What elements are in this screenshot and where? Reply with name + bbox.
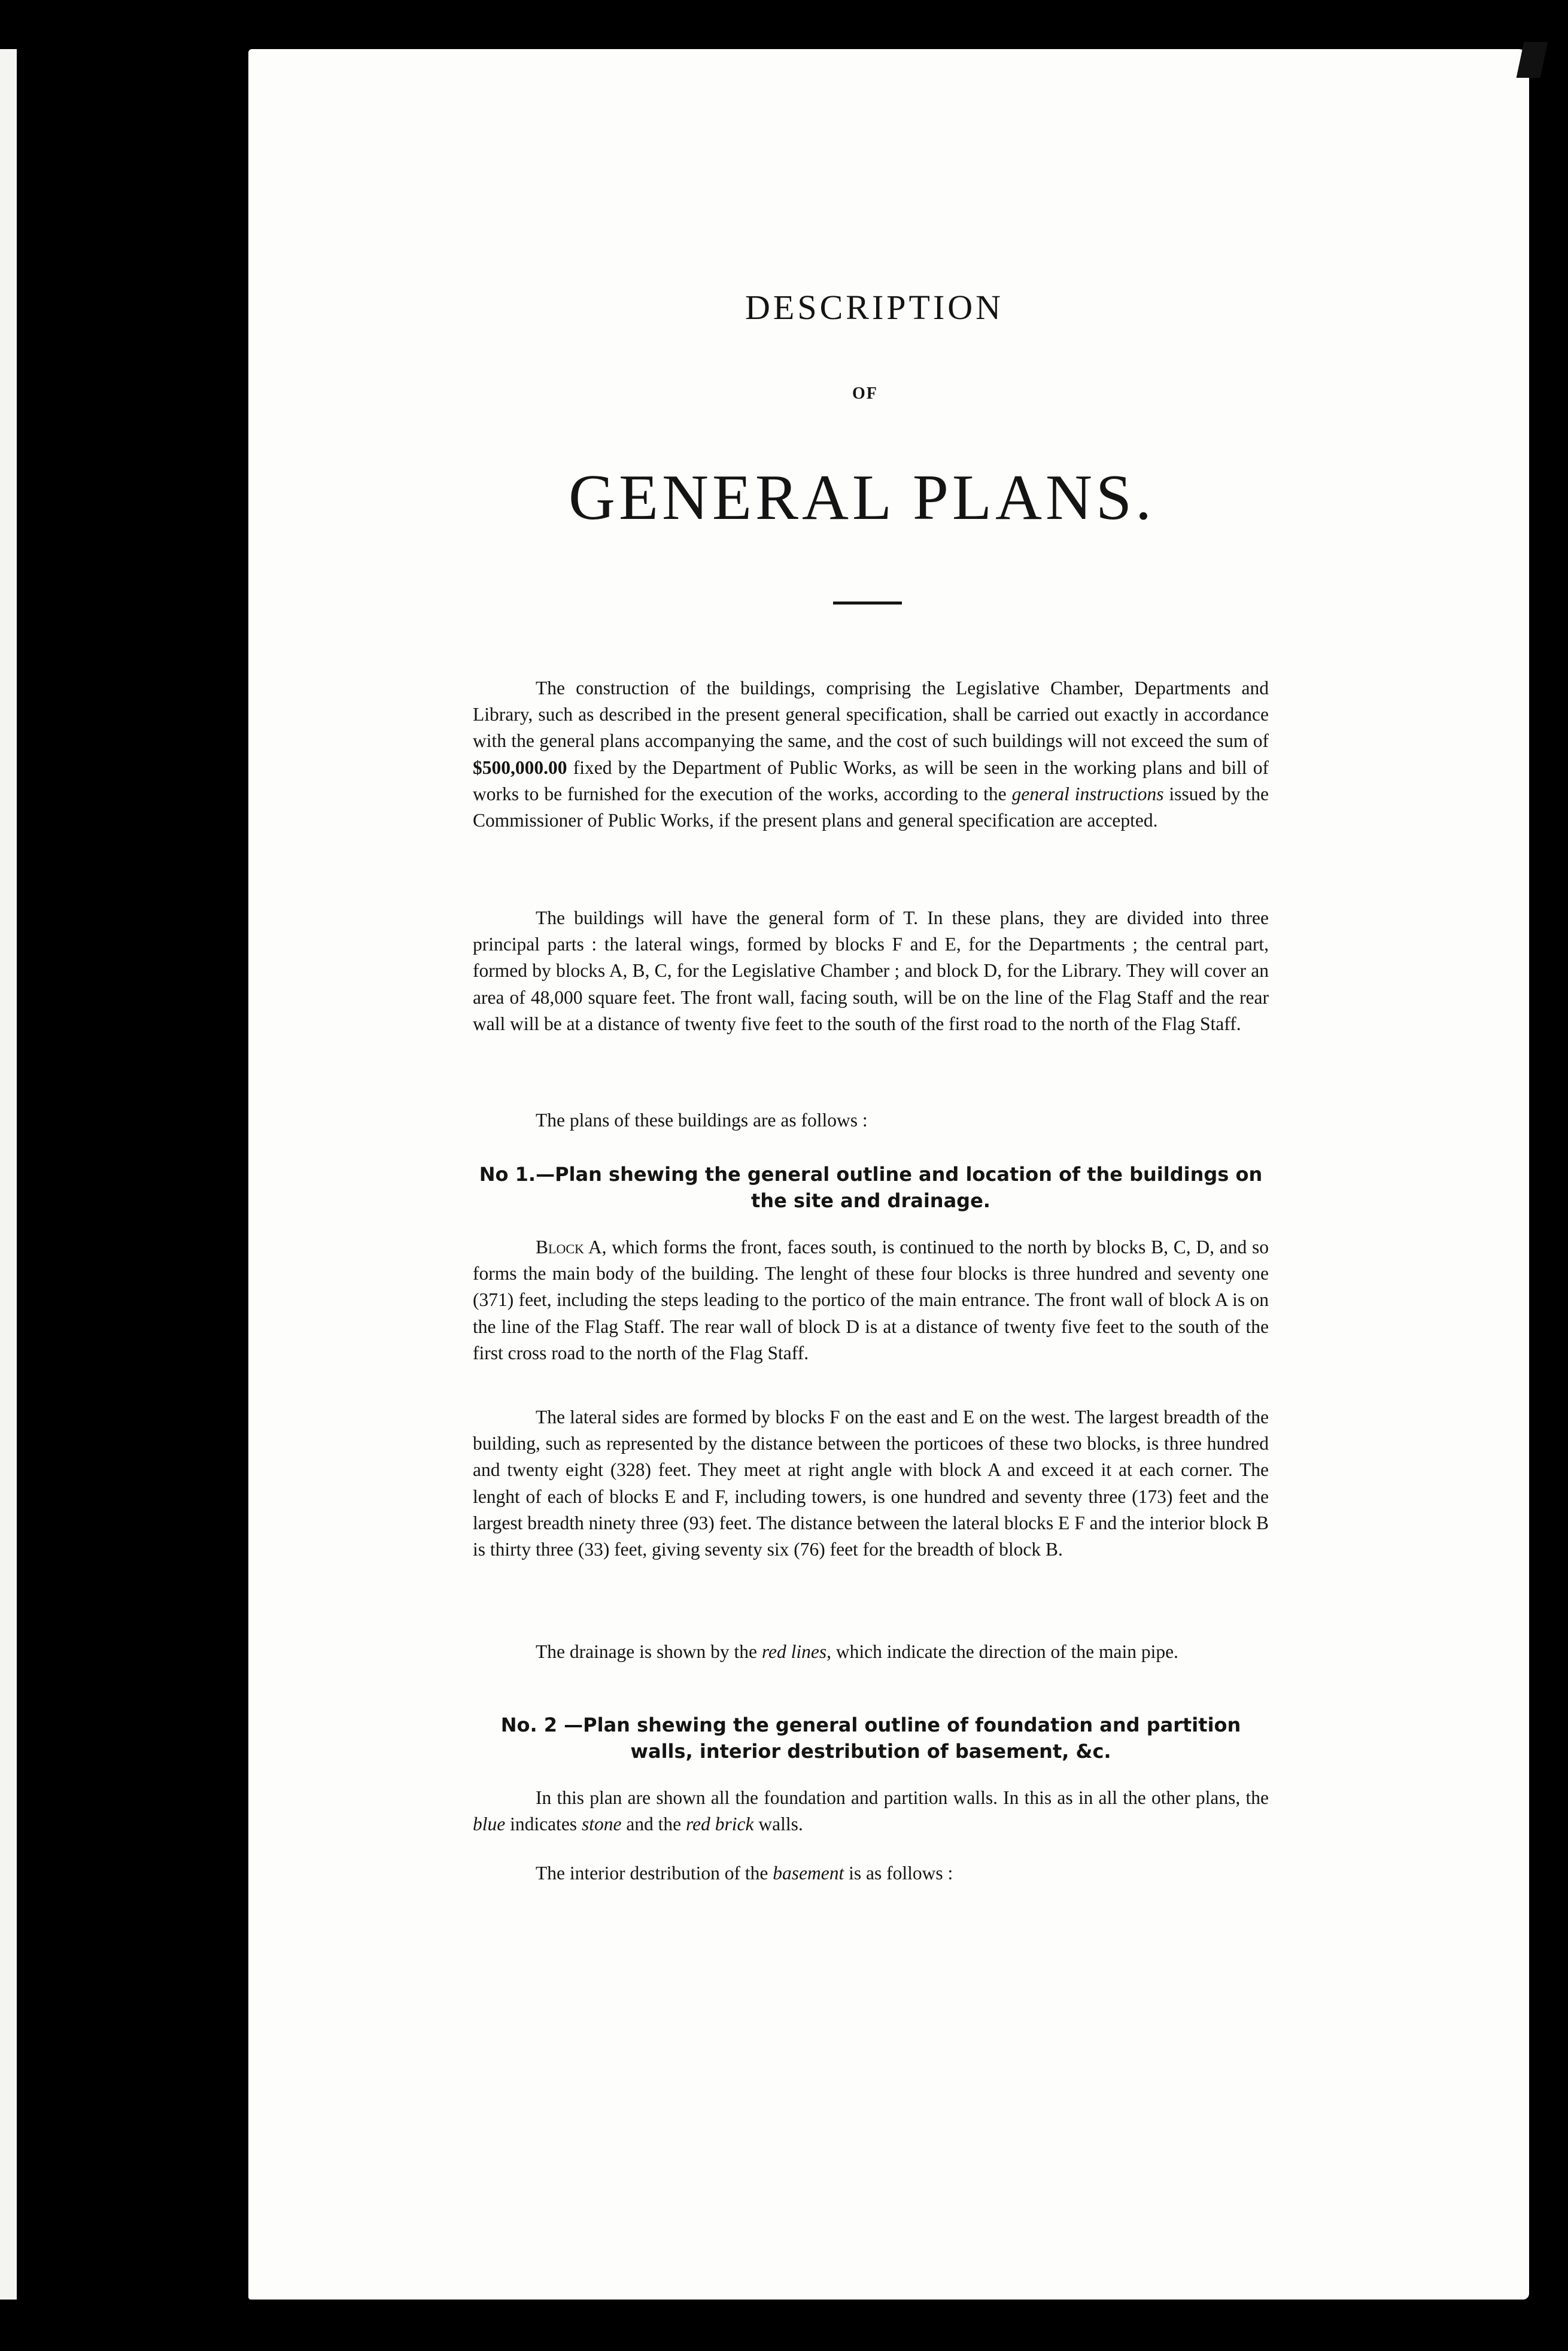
paragraph-foundation-walls [473, 1785, 1269, 1837]
italic-phrase: basement [773, 1863, 844, 1884]
paragraph-text: fixed by the Department of Public Works, as will be seen in the working plans and bill of works to be furnished for the execution of the works, according to the [473, 757, 1269, 804]
paragraph-basement [473, 1860, 1269, 1887]
paragraph-text: is as follows : [844, 1863, 953, 1884]
paragraph-text: walls. [753, 1814, 803, 1835]
paragraph-text: issued by the Commissioner of Public Works, if the present plans and general specification are accepted. [473, 783, 1269, 831]
paragraph-text: The construction of the buildings, comprising the Legislative Chamber, Departments and Library, such as described in the present general specification, shall be carried out exactly in accordance with the general plans accompanying the same, and the cost of such buildings will not exceed the sum of [473, 678, 1269, 752]
italic-phrase: blue [473, 1814, 506, 1835]
section-heading-plan-2: No. 2 —Plan shewing the general outline of foundation and partition walls, interior destribution of basement, &c. [500, 1714, 1241, 1763]
paragraph-text: indicates [505, 1814, 582, 1835]
small-caps-lead: Block [536, 1237, 584, 1257]
italic-phrase: red lines [761, 1641, 827, 1662]
corner-fold [1517, 42, 1548, 78]
italic-phrase: general instructions [1011, 783, 1164, 804]
paragraph-text: In this plan are shown all the foundation and partition walls. In this as in all the other plans, the [536, 1787, 1269, 1808]
italic-phrase: red brick [686, 1814, 754, 1835]
paragraph-text: , which indicate the direction of the main pipe. [826, 1641, 1178, 1662]
paragraph-block-a [473, 1234, 1269, 1366]
facing-page-edge [0, 49, 17, 2300]
paragraph-general-form [473, 905, 1269, 1037]
italic-phrase: stone [581, 1814, 622, 1835]
paragraph-drainage [473, 1639, 1269, 1665]
paragraph-construction [473, 675, 1269, 834]
paragraph-plans-intro [473, 1107, 1269, 1134]
paragraph-text: and the [621, 1814, 686, 1835]
cost-amount: $500,000.00 [473, 757, 567, 778]
section-heading-plan-1: No 1.—Plan shewing the general outline and location of the buildings on the site and drainage. [479, 1163, 1263, 1212]
title-of: OF [852, 384, 878, 403]
title-general-plans: GENERAL PLANS. [569, 462, 1156, 533]
paragraph-text: A, which forms the front, faces south, is continued to the north by blocks B, C, D, and so forms the main body of the building. The lenght of these four blocks is three hundred and seventy one (371) feet, including the steps leading to the portico of the main entrance. The front wall of block A is on the line of the Flag Staff. The rear wall of block D is at a distance of twenty five feet to the south of the first cross road to the north of the Flag Staff. [473, 1237, 1269, 1363]
paragraph-text: The drainage is shown by the [536, 1641, 762, 1662]
paragraph-text: The interior destribution of the [536, 1863, 773, 1884]
paragraph-text: The buildings will have the general form of T. In these plans, they are divided into three principal parts : the lateral wings, formed by blocks F and E, for the Departments ; the central part, formed by blocks A, B, C, for the Legislative Chamber ; and block D, for the Library. They will cover an area of 48,000 square feet. The front wall, facing south, will be on the line of the Flag Staff and the rear wall will be at a distance of twenty five feet to the south of the first road to the north of the Flag Staff. [473, 907, 1269, 1034]
paragraph-text: The plans of these buildings are as follows : [536, 1110, 868, 1131]
title-rule [833, 602, 902, 605]
title-description: DESCRIPTION [745, 288, 1004, 327]
paragraph-text: The lateral sides are formed by blocks F on the east and E on the west. The largest breadth of the building, such as represented by the distance between the porticoes of these two blocks, is three hundred and twenty eight (328) feet. They meet at right angle with block A and exceed it at each corner. The lenght of each of blocks E and F, including towers, is one hundred and seventy three (173) feet and the largest breadth ninety three (93) feet. The distance between the lateral blocks E F and the interior block B is thirty three (33) feet, giving seventy six (76) feet for the breadth of block B. [473, 1407, 1269, 1560]
paragraph-lateral-sides [473, 1404, 1269, 1563]
